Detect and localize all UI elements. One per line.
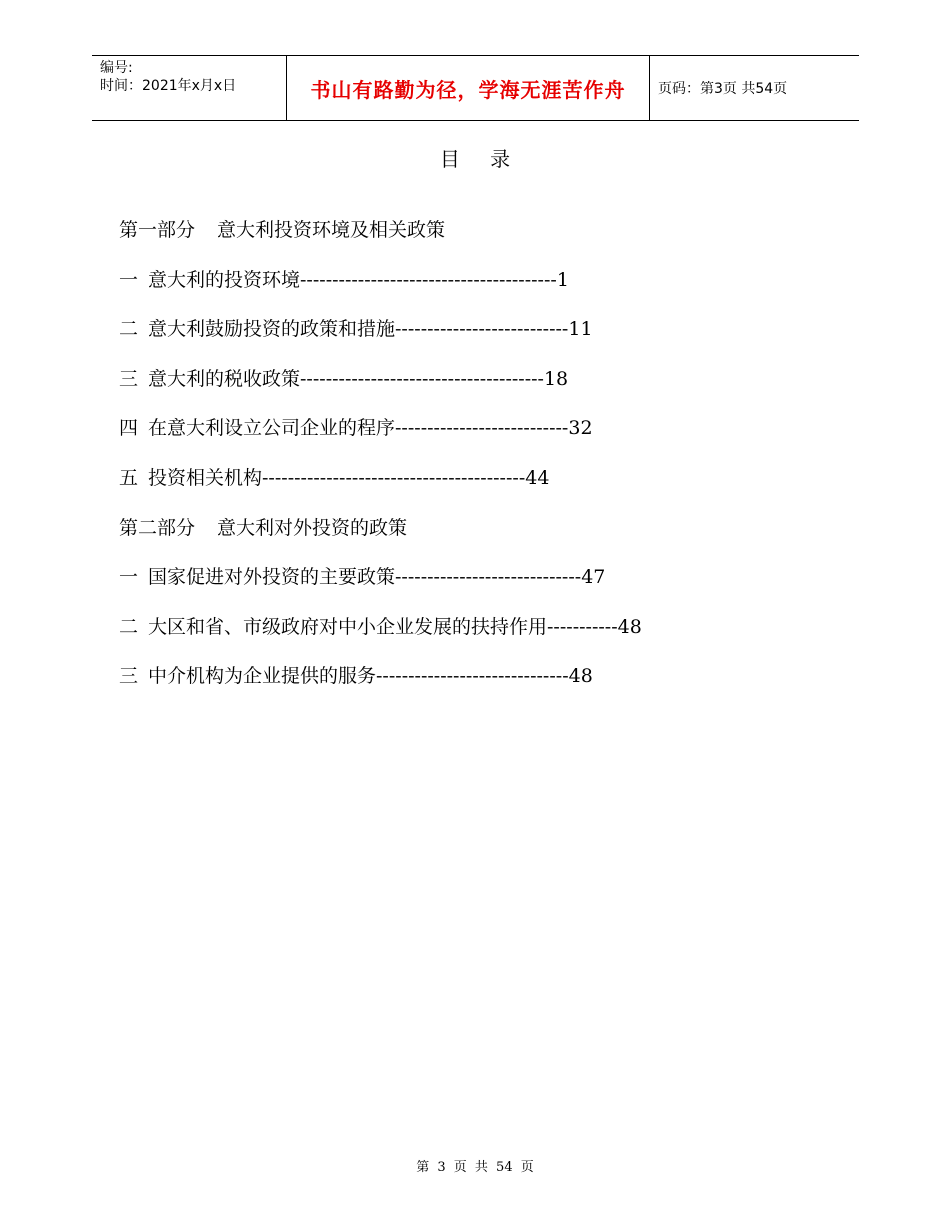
- document-time-label: 时间：2021年x月x日: [100, 78, 237, 94]
- toc-entry-number: 一: [119, 268, 139, 291]
- toc-entry-text: 国家促进对外投资的主要政策-----------------------------47: [148, 566, 606, 589]
- toc-part-heading[interactable]: [119, 508, 759, 558]
- page-title: 目 录: [439, 147, 523, 171]
- toc-entry[interactable]: [119, 359, 759, 409]
- toc-entry[interactable]: [119, 408, 759, 458]
- toc-entry[interactable]: [119, 607, 759, 657]
- toc-entry-number: 一: [119, 566, 139, 589]
- toc-entry-text: 投资相关机构-----------------------------------------44: [148, 466, 550, 489]
- toc-entry-text: 意大利鼓励投资的政策和措施---------------------------11: [148, 318, 593, 341]
- header-motto: 书山有路勤为径，学海无涯苦作舟: [310, 77, 626, 102]
- toc-entry-number: 二: [119, 615, 139, 638]
- toc-entry-text: 大区和省、市级政府对中小企业发展的扶持作用-----------48: [148, 615, 642, 638]
- header-page-info: 页码：第3页 共54页: [658, 81, 788, 97]
- toc-entry-text: 在意大利设立公司企业的程序---------------------------32: [148, 417, 593, 440]
- toc-entry-number: 五: [119, 466, 139, 489]
- toc-entry[interactable]: [119, 309, 759, 359]
- toc-entry[interactable]: [119, 260, 759, 310]
- header-motto-cell: [286, 56, 650, 120]
- toc-entry-number: 四: [119, 417, 139, 440]
- header-meta-cell: [92, 56, 286, 120]
- toc-entry-number: 二: [119, 318, 139, 341]
- toc-part-title: 意大利投资环境及相关政策: [217, 219, 446, 241]
- toc-part-label: 第二部分: [119, 516, 196, 539]
- toc-entry-number: 三: [119, 367, 139, 390]
- toc-entry-text: 意大利的税收政策--------------------------------------18: [148, 367, 569, 390]
- toc-part-label: 第一部分: [119, 219, 196, 241]
- toc-entry[interactable]: [119, 458, 759, 508]
- page-footer: 第 3 页 共 54 页: [416, 1160, 534, 1175]
- toc-entry-text: 中介机构为企业提供的服务------------------------------48: [148, 665, 593, 688]
- toc-part-title: 意大利对外投资的政策: [217, 516, 408, 539]
- document-code-label: 编号:: [100, 60, 133, 76]
- document-header: [92, 55, 859, 121]
- table-of-contents: [119, 210, 759, 706]
- toc-entry[interactable]: [119, 557, 759, 607]
- toc-entry-number: 三: [119, 665, 139, 688]
- header-page-cell: [650, 56, 859, 120]
- toc-part-heading[interactable]: [119, 210, 759, 260]
- toc-entry[interactable]: [119, 656, 759, 706]
- toc-entry-text: 意大利的投资环境----------------------------------------1: [148, 268, 569, 291]
